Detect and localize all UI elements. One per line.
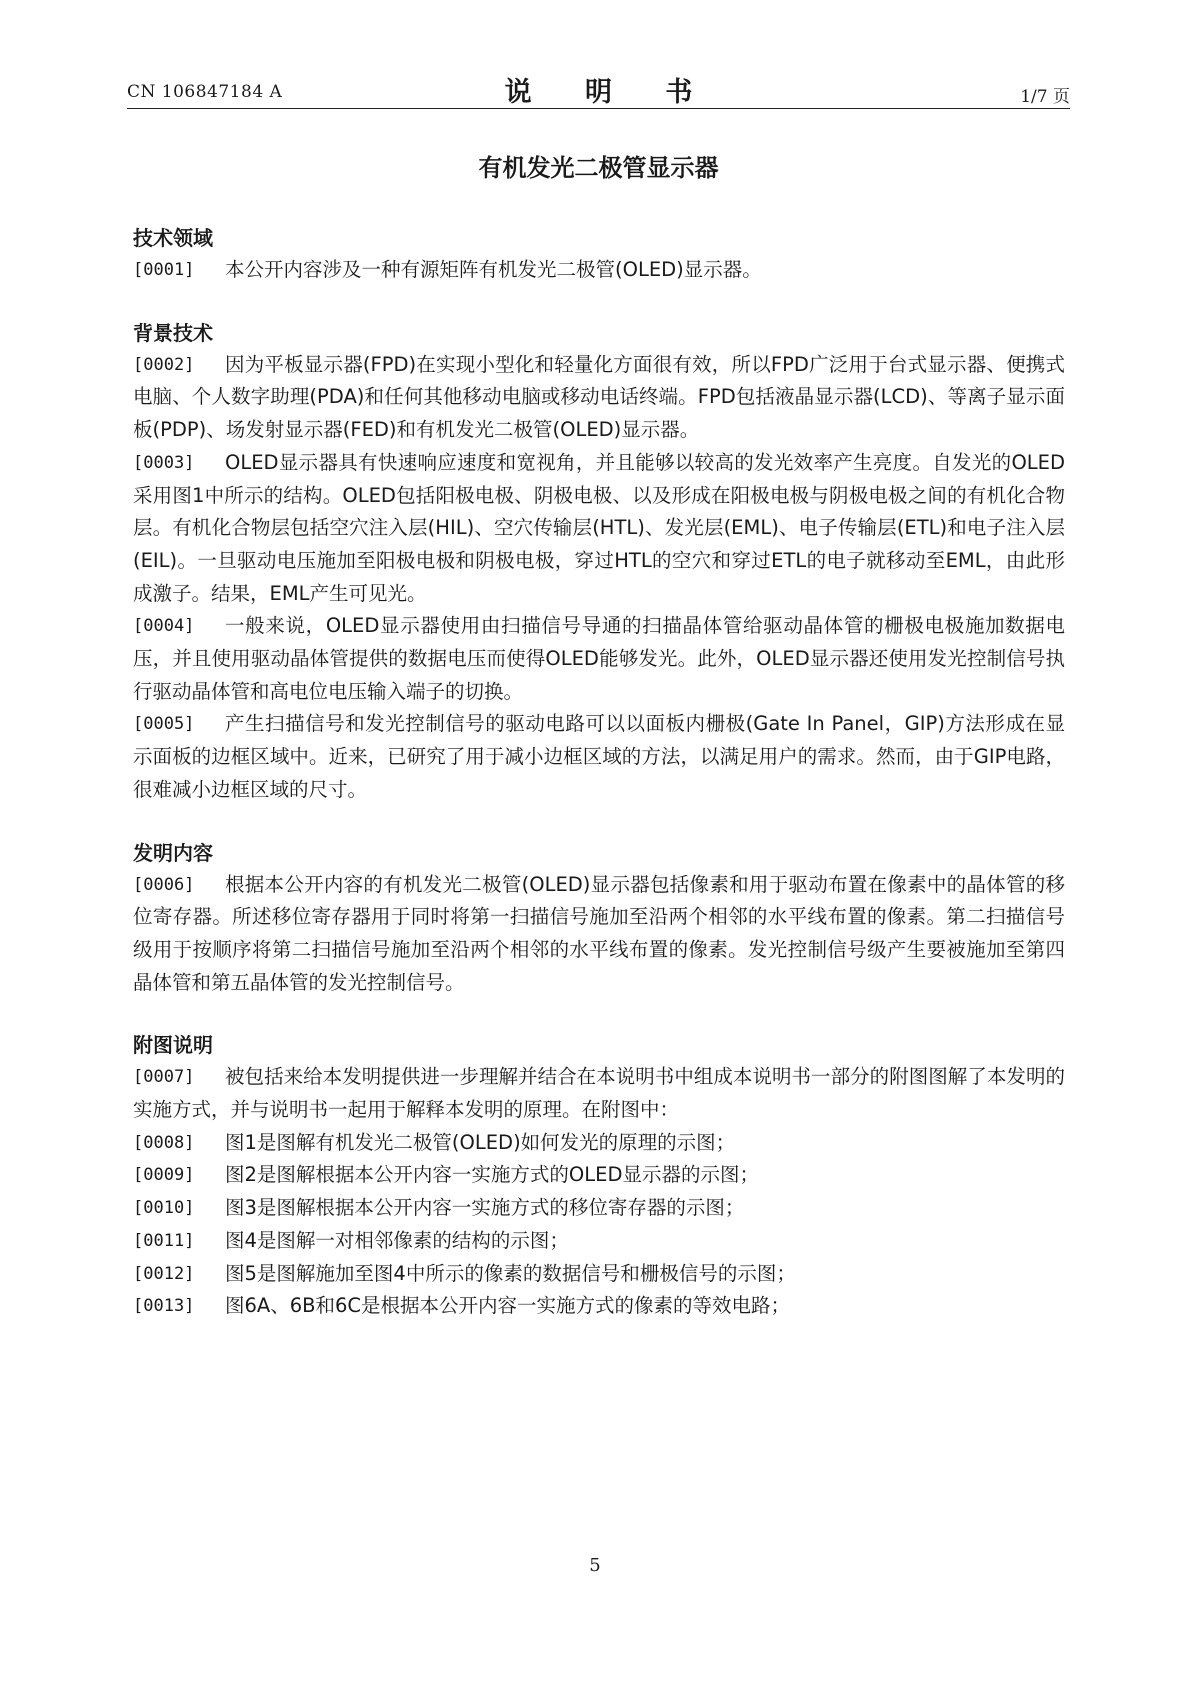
page-indicator: 1/7 页: [1020, 87, 1070, 107]
paragraph-number: [0002]: [133, 354, 195, 375]
paragraph-number: [0003]: [133, 452, 195, 473]
paragraph-text: 图5是图解施加至图4中所示的像素的数据信号和栅极信号的示图；: [225, 1261, 796, 1285]
paragraph-text: 本公开内容涉及一种有源矩阵有机发光二极管(OLED)显示器。: [225, 258, 762, 281]
paragraph-0004: [133, 610, 1065, 708]
paragraph-text: 一般来说，OLED显示器使用由扫描信号导通的扫描晶体管给驱动晶体管的栅极电极施加数据电压，并且使用驱动晶体管提供的数据电压而使得OLED能够发光。此外，OLED显示器还使用发光控制信号执行驱动晶体管和高电位电压输入端子的切换。: [133, 614, 1065, 703]
paragraph-0005: [133, 708, 1065, 806]
paragraph-text: 产生扫描信号和发光控制信号的驱动电路可以以面板内栅极(Gate In Panel，GIP)方法形成在显示面板的边框区域中。近来，已研究了用于减小边框区域的方法，以满足用户的需求。然而，由于GIP电路，很难减小边框区域的尺寸。: [133, 712, 1065, 801]
paragraph-0006: [133, 869, 1065, 1000]
paragraph-number: [0006]: [133, 874, 195, 895]
paragraph-0001: [133, 254, 1065, 287]
paragraph-number: [0005]: [133, 714, 195, 735]
paragraph-text: 图6A、6B和6C是根据本公开内容一实施方式的像素的等效电路；: [225, 1294, 791, 1318]
paragraph-0003: [133, 447, 1065, 611]
paragraph-text: 图4是图解一对相邻像素的结构的示图；: [225, 1228, 569, 1252]
doc-number: CN 106847184 A: [127, 82, 283, 102]
page-header: [127, 70, 1070, 110]
paragraph-text: 图3是图解根据本公开内容一实施方式的移位寄存器的示图；: [225, 1196, 745, 1220]
paragraph-number: [0012]: [133, 1263, 195, 1284]
paragraph-0008: [133, 1127, 1065, 1160]
paragraph-number: [0004]: [133, 616, 195, 637]
paragraph-0002: [133, 349, 1065, 447]
document-body: [133, 222, 1065, 1323]
paragraph-0009: [133, 1159, 1065, 1192]
heading-drawings: 附图说明: [133, 1033, 213, 1058]
paragraph-number: [0010]: [133, 1198, 195, 1219]
paragraph-text: 图2是图解根据本公开内容一实施方式的OLED显示器的示图；: [225, 1163, 759, 1187]
paragraph-0011: [133, 1225, 1065, 1258]
paragraph-text: 根据本公开内容的有机发光二极管(OLED)显示器包括像素和用于驱动布置在像素中的晶体管的移位寄存器。所述移位寄存器用于同时将第一扫描信号施加至沿两个相邻的水平线布置的像素。第二扫描信号级用于按顺序将第二扫描信号施加至沿两个相邻的水平线布置的像素。发光控制信号级产生要被施加至第四晶体管和第五晶体管的发光控制信号。: [133, 872, 1065, 994]
paragraph-number: [0009]: [133, 1165, 195, 1186]
section-title: 说 明 书: [504, 77, 715, 108]
paragraph-text: 因为平板显示器(FPD)在实现小型化和轻量化方面很有效，所以FPD广泛用于台式显示器、便携式电脑、个人数字助理(PDA)和任何其他移动电脑或移动电话终端。FPD包括液晶显示器(LCD)、等离子显示面板(PDP)、场发射显示器(FED)和有机发光二极管(OLED)显示器。: [133, 352, 1065, 442]
paragraph-text: 图1是图解有机发光二极管(OLED)如何发光的原理的示图；: [225, 1130, 736, 1154]
paragraph-0007: [133, 1061, 1065, 1126]
document-title: 有机发光二极管显示器: [478, 154, 719, 182]
paragraph-number: [0007]: [133, 1067, 195, 1088]
paragraph-number: [0013]: [133, 1296, 195, 1317]
heading-tech-field: 技术领域: [133, 226, 213, 250]
heading-summary: 发明内容: [133, 840, 213, 865]
paragraph-number: [0008]: [133, 1132, 195, 1153]
heading-background: 背景技术: [133, 320, 213, 345]
paragraph-0013: [133, 1290, 1065, 1323]
paragraph-number: [0011]: [133, 1230, 195, 1251]
page-number: 5: [589, 1555, 601, 1576]
paragraph-text: OLED显示器具有快速响应速度和宽视角，并且能够以较高的发光效率产生亮度。自发光的OLED采用图1中所示的结构。OLED包括阳极电极、阴极电极、以及形成在阳极电极与阴极电极之间的有机化合物层。有机化合物层包括空穴注入层(HIL)、空穴传输层(HTL)、发光层(EML)、电子传输层(ETL)和电子注入层(EIL)。一旦驱动电压施加至阳极电极和阴极电极，穿过HTL的空穴和穿过ETL的电子就移动至EML，由此形成激子。结果，EML产生可见光。: [133, 450, 1065, 605]
header-divider: [127, 108, 1070, 109]
paragraph-text: 被包括来给本发明提供进一步理解并结合在本说明书中组成本说明书一部分的附图图解了本发明的实施方式，并与说明书一起用于解释本发明的原理。在附图中：: [133, 1065, 1065, 1122]
paragraph-number: [0001]: [133, 260, 195, 280]
paragraph-0012: [133, 1258, 1065, 1291]
paragraph-0010: [133, 1192, 1065, 1225]
